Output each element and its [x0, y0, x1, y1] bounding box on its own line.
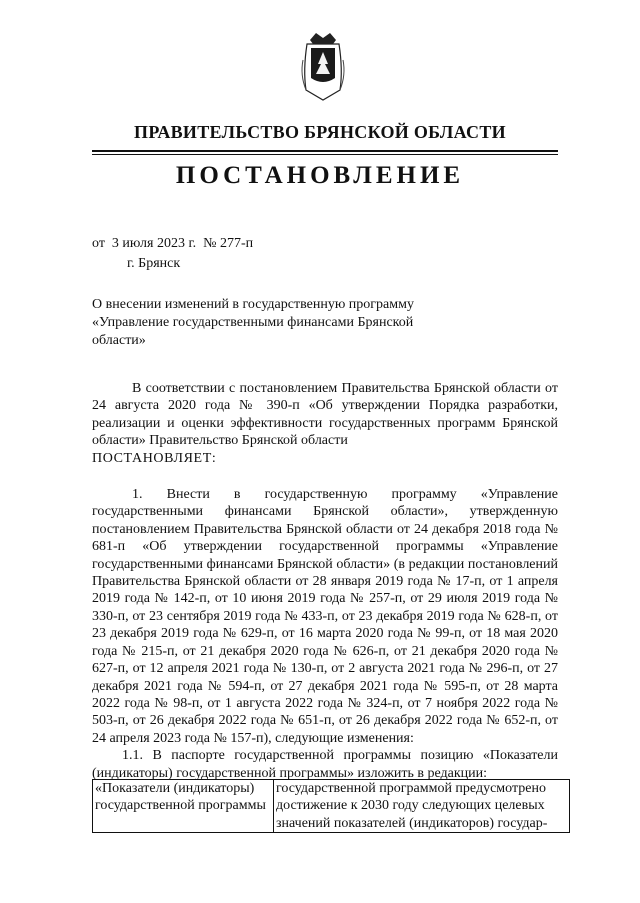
header-rule-thin — [92, 154, 558, 155]
city: г. Брянск — [127, 256, 181, 271]
indicators-table — [92, 779, 570, 833]
resolve-heading: ПОСТАНОВЛЯЕТ: — [92, 450, 217, 466]
table-cell-label: «Показатели (индикаторы) государственной программы — [93, 780, 274, 833]
document-body — [92, 380, 558, 782]
authority-title: ПРАВИТЕЛЬСТВО БРЯНСКОЙ ОБЛАСТИ — [134, 122, 506, 142]
date-number-line: от 3 июля 2023 г. № 277-п — [92, 236, 254, 251]
item-1-1-paragraph: 1.1. В паспорте государственной программы позицию «Показатели (индикаторы) государственной программы» изложить в редакции: — [92, 748, 558, 781]
document-type: ПОСТАНОВЛЕНИЕ — [175, 162, 465, 189]
coat-of-arms-icon — [298, 30, 348, 102]
preamble-paragraph: В соответствии с постановлением Правительства Брянской области от 24 августа 2020 года № 390-п «Об утверждении Порядка разработки, реализации и оценки эффективности государственных программ Брянской области» Правительство Брянской области — [92, 381, 558, 449]
table-cell-value: государственной программой предусмотрено достижение к 2030 году следующих целевых значений показателей (индикаторов) государ- — [274, 780, 570, 833]
item-1-paragraph: 1. Внести в государственную программу «Управление государственными финансами Брянской области», утвержденную постановлением Правительства Брянской области от 24 декабря 2018 года № 681-п «Об утверждении государственной программы «Управление государственными финансами Брянской области» (в редакции постановлений Правительства Брянской области от 28 января 2019 года № 17-п, от 1 апреля 2019 года № 142-п, от 10 июня 2019 года № 257-п, от 29 июля 2019 года № 330-п, от 23 сентября 2019 года № 433-п, от 23 декабря 2019 года № 628-п, от 23 декабря 2019 года № 629-п, от 16 марта 2020 года № 99-п, от 18 мая 2020 года № 215-п, от 21 декабря 2020 года № 626-п, от 21 декабря 2020 года № 627-п, от 12 апреля 2021 года № 130-п, от 2 августа 2021 года № 296-п, от 27 декабря 2021 года № 594-п, от 27 декабря 2021 года № 595-п, от 28 марта 2022 года № 98-п, от 1 августа 2022 года № 324-п, от 7 ноября 2022 года № 503-п, от 26 декабря 2022 года № 651-п, от 26 декабря 2022 года № 652-п, от 24 апреля 2023 года № 157-п), следующие изменения: — [92, 487, 558, 746]
header-rule-thick — [92, 150, 558, 152]
table-row — [93, 780, 570, 833]
document-subject: О внесении изменений в государственную программу «Управление государственными финансами Брянской области» — [92, 297, 414, 348]
